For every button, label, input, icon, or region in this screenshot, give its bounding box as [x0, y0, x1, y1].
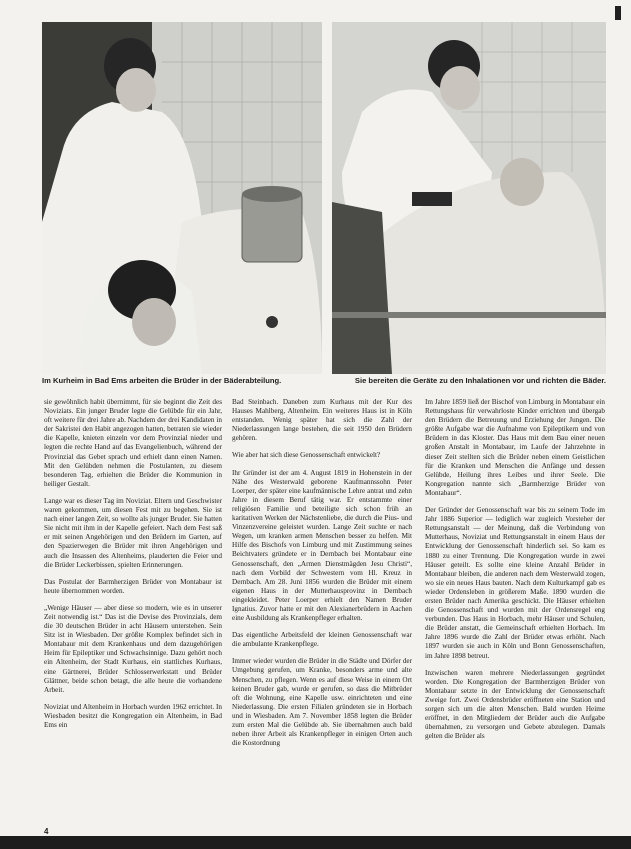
edge-mark	[615, 6, 621, 20]
photo-brothers-preparing-bath	[42, 22, 322, 374]
paragraph: Bad Steinbach. Daneben zum Kurhaus mit der Kur des Hauses Mahlberg, Altenheim. Ein weiteres Haus ist in Köln entstanden. Wenig später hat sich die Zahl der Niederlassungen lange bestehen, die seit 1950 den Brüdern gehören.	[232, 398, 412, 443]
paragraph: Das eigentliche Arbeitsfeld der kleinen Genossenschaft war die ambulante Krankenpflege.	[232, 631, 412, 649]
text-column-3	[425, 398, 605, 834]
bottom-edge-bar	[0, 836, 631, 849]
text-column-1	[44, 398, 222, 834]
paragraph: Im Jahre 1859 ließ der Bischof von Limburg in Montabaur ein Rettungshaus für verwahrloste Kinder errichten und übergab den Brüdern die Betreuung und Erziehung der Jungen. Die größte Aufgabe war die Aufnahme von Epileptikern und von Brüdern in das Kloster. Das Haus mit dem Bau einer neuen großen Anstalt in Montabaur, im Laufe der Jahrzehnte in dieser Zeit stellten sich die Brüder neben einem Geistlichen für die Kranken und Menschen die Anfänge und dessen Gelübde, Heilung ihres Leibes und ihrer Seele. Die Kongregation nannte sich „Barmherzige Brüder von Montabaur“.	[425, 398, 605, 497]
paragraph: Immer wieder wurden die Brüder in die Städte und Dörfer der Umgebung gerufen, um Kranke, besonders arme und alte Menschen, zu pflegen. Wenn es auf diese Weise in einem Ort keinen Bruder gab, wurde er gerufen, so dass die Mitbrüder oft die Wohnung, eine Kapelle usw. einrichteten und eine Niederlassung. Die ersten Filialen gründeten sie in Horbach und in Wiesbaden. Am 7. November 1858 legten die Brüder zum ersten Mal die Gelübde ab. Sie übernahmen auch bald neben ihrer Arbeit als Krankenpfleger in einigen Orten auch die Kostordnung	[232, 657, 412, 748]
photo-brother-tending-patient	[332, 22, 606, 374]
paragraph: „Wenige Häuser — aber diese so modern, wie es in unserer Zeit notwendig ist.“ Das ist die Devise des Provinzials, dem die 30 deutschen Brüder in acht Häusern unterstehen. Sein Sitz ist in Wiesbaden. Der größte Komplex befindet sich in Montabaur mit dem Krankenhaus und dem dazugehörigen Heim für Epileptiker und Schwachsinnige. Dazu gehört noch ein Altenheim, der Stadt Kurhaus, ein stattliches Kurhaus, eine Gärtnerei, Brüder Schlosserwerkstatt und Brüder Glättner, beide schon betagt, die alle heute die vorhandene Arbeit.	[44, 603, 222, 694]
text-column-2	[232, 398, 412, 834]
paragraph: sie gewöhnlich habit übernimmt, für sie beginnt die Zeit des Noviziats. Ein junger Bruder legte die Gelübde für ein Jahr, oft weitere für drei Jahre ab. Nachdem der drei Kandidaten in der Sakristei den Habit angezogen hatten, betraten sie wieder die Kapelle, knieten einzeln vor dem Provinzial nieder und legten die rechte Hand auf das Evangelienbuch, während der Provinzial das Gebet sprach und erhielt dann einen Namen. Mit den Gelübden nehmen die Postulanten, zu diesem besonderen Tag, erhielten die Brüder die Kommunion in heiliger Gestalt.	[44, 398, 222, 488]
paragraph: Wie aber hat sich diese Genossenschaft entwickelt?	[232, 451, 381, 460]
paragraph: Ihr Gründer ist der am 4. August 1819 in Hohenstein in der Nähe des Westerwald geborene Kaufmannssohn Peter Loerper, der später eine kaufmännische Lehre antrat und zehn Jahre in diesem Beruf tätig war. Er entstammte einer religiösen Familie und beteiligte sich schon früh an karitativen Werken der Nächstenliebe, die durch die Pius- und Vinzenzvereine geleistet wurden. Lange Zeit suchte er nach Wegen, um kranken armen Menschen besser zu helfen. Mit Hilfe des Bischofs von Limburg und mit Zustimmung seines Beichtvaters gründete er in Dernbach bei Montabaur eine Genossenschaft, den „Armen Dienstmägden Jesu Christi“, nach dem Vorbild der Schwestern vom Hl. Kreuz in Dernbach. Am 28. Juni 1856 wurden die Brüder mit einem eigenen Haus in der Mutterhausprovinz in Dernbach eingekleidet. Peter Loerper erhielt den Namen Bruder Ignatius. Zuvor hatte er mit den Alexianerbrüdern in Aachen eine Ausbildung als Krankenpfleger erhalten.	[232, 468, 412, 623]
paragraph: Das Postulat der Barmherzigen Brüder von Montabaur ist heute übernommen worden.	[44, 577, 222, 595]
photo-inhalation	[332, 22, 606, 374]
paragraph: Noviziat und Altenheim in Horbach wurden 1962 errichtet. In Wiesbaden besitzt die Kongregation ein Altenheim, in Bad Ems ein	[44, 702, 222, 729]
caption-left: Im Kurheim in Bad Ems arbeiten die Brüder in der Bäderabteilung.	[42, 376, 282, 385]
page-number: 4	[44, 827, 49, 836]
caption-right: Sie bereiten die Geräte zu den Inhalationen vor und richten die Bäder.	[354, 376, 606, 385]
paragraph: Lange war es dieser Tag im Noviziat. Eltern und Geschwister waren gekommen, um diesen Fest mit zu begehen. Sie ist nach einer langen Zeit, so wollte als junger Bruder. Sie hatten Sie nicht mit ihm in der Kapelle gefeiert. Nach dem Fest saß er mit seinen Angehörigen und den Brüdern im Garten, auf den Spazierwegen die Brüder mit ihren Angehörigen und auch die Insassen des Altenheims, plauderten die Feier und die Brüder Leckerbissen, spielten Erinnerungen.	[44, 496, 222, 569]
photo-bath-department	[42, 22, 322, 374]
paragraph: Der Gründer der Genossenschaft war bis zu seinem Tode im Jahr 1886 Superior — lediglich war zugleich Vorsteher der Rettungsanstalt — der Meinung, daß die Verbindung von Mutterhaus, Noviziat und Rettungsanstalt in einem Haus der Entwicklung der Genossenschaft hinderlich sei. So kam es 1880 zu einer Trennung. Die Kongregation wurde in zwei Häuser geteilt. Es sollte eine kleine Anzahl Brüder in Montabaur bleiben, die anderen nach dem Westerwald zogen, wo sie ein neues Haus bauten. Nach dem Kulturkampf gab es wieder Ordensleben in größerem Maße. 1890 wurden die ersten Brüder nach Amerika geschickt. Die Häuser erhielten die Genossenschaft und wurden mit der Ordensregel eng verbunden. Das Haus in Horbach, mehr Häuser und Schulen, die Brüder anstatt, die Gemeinschaft erhielten Horbach. Im Jahre 1896 wurde die Zahl der Brüder etwas erhöht. Nach 1897 wurden sie auch in Köln und Bonn Genossenschaften, im Jahre 1898 betreut.	[425, 506, 605, 660]
paragraph: Inzwischen waren mehrere Niederlassungen gegründet worden. Die Kongregation der Barmherzigen Brüder von Montabaur setzte in der Entwicklung der Genossenschaft Zweige fort. Zwei Ordensbrüder eröffneten eine Station und sorgen sich um die alten Menschen. Bald wurden Heime eröffnet, in den Mitgliedern der Brüder auch die Aufgabe übernahmen, zu versorgen und Gebete abzulegen. Damals gelten die Brüder als	[425, 668, 605, 741]
